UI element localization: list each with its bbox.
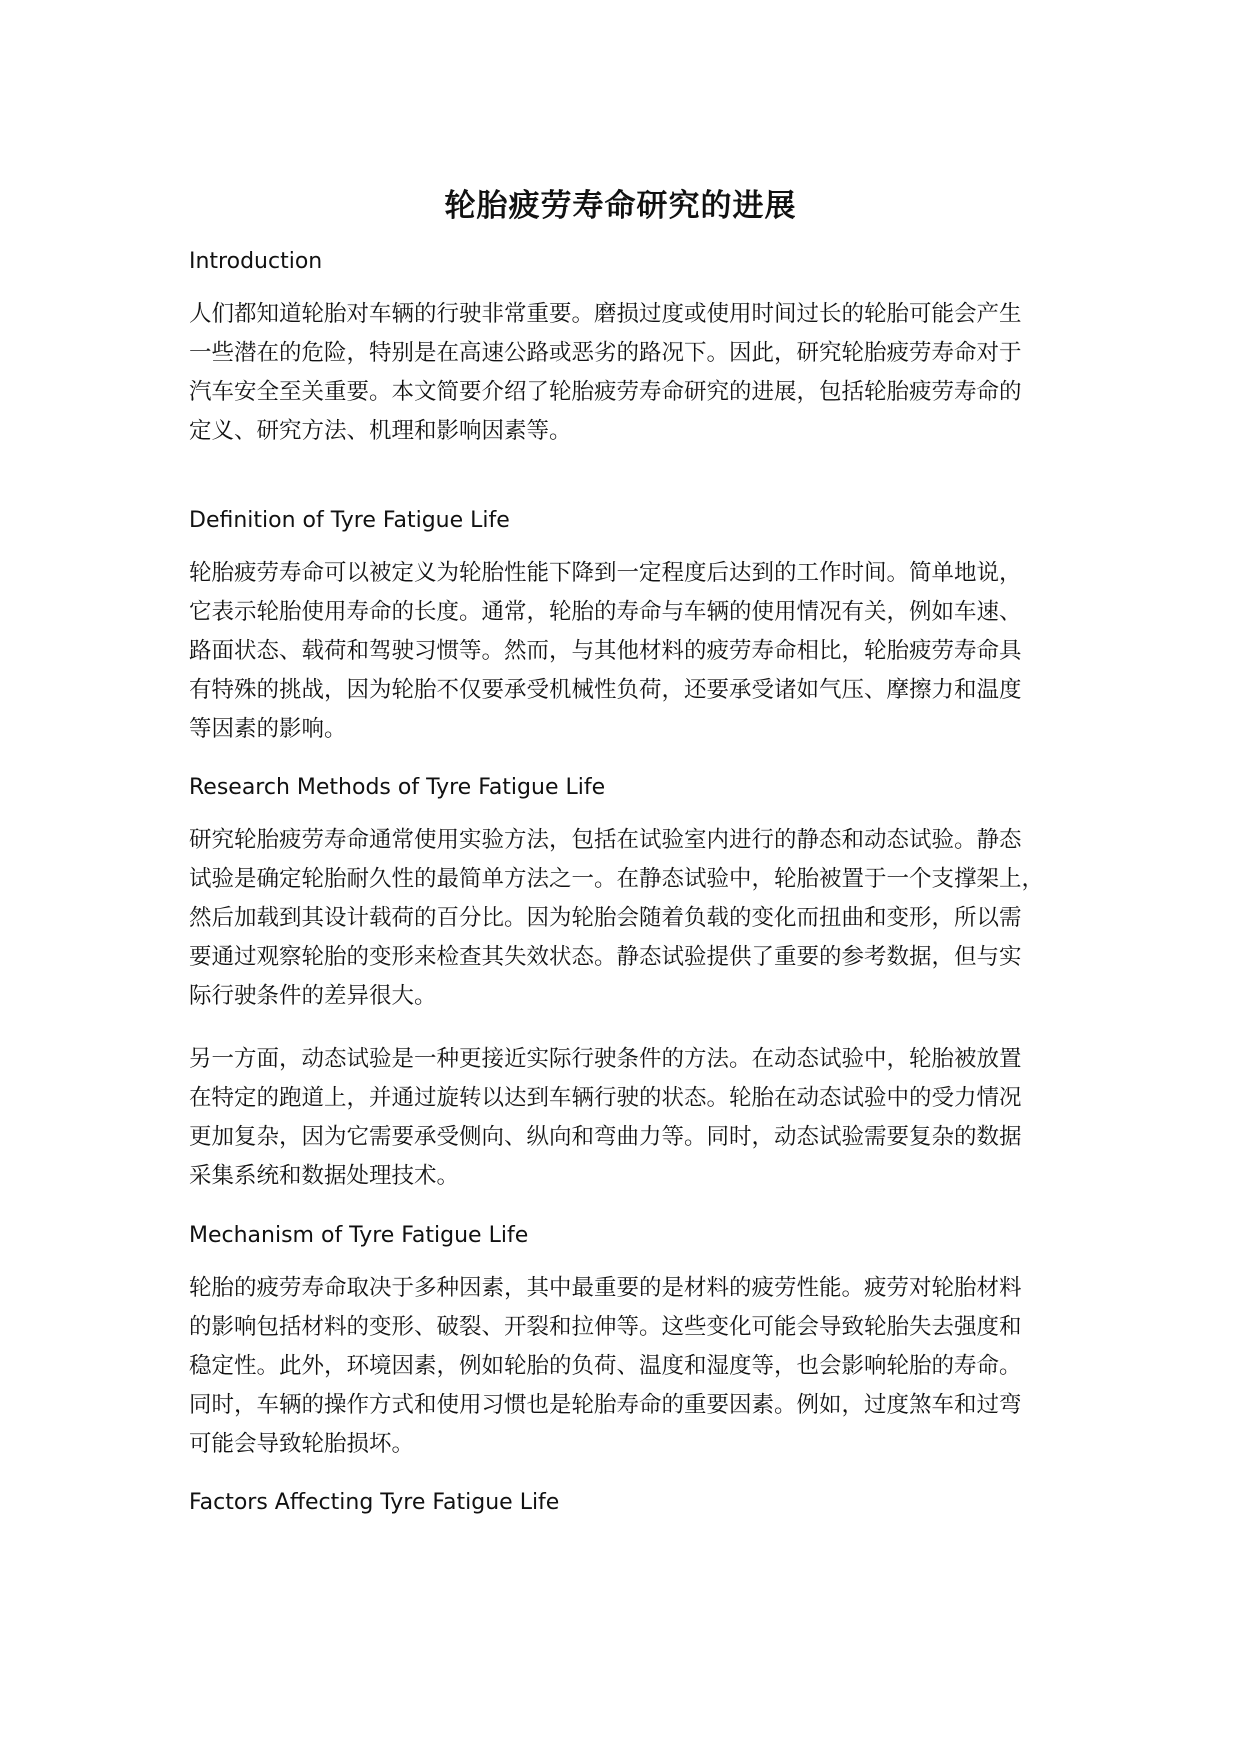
text-line: 定义、研究方法、机理和影响因素等。 bbox=[189, 418, 572, 444]
text-line: 在特定的跑道上，并通过旋转以达到车辆行驶的状态。轮胎在动态试验中的受力情况 bbox=[189, 1085, 1022, 1111]
text-line: 同时，车辆的操作方式和使用习惯也是轮胎寿命的重要因素。例如，过度煞车和过弯 bbox=[189, 1392, 1022, 1418]
text-line: 轮胎的疲劳寿命取决于多种因素，其中最重要的是材料的疲劳性能。疲劳对轮胎材料 bbox=[189, 1275, 1022, 1301]
text-line: 路面状态、载荷和驾驶习惯等。然而，与其他材料的疲劳寿命相比，轮胎疲劳寿命具 bbox=[189, 638, 1022, 664]
text-line: 更加复杂，因为它需要承受侧向、纵向和弯曲力等。同时，动态试验需要复杂的数据 bbox=[189, 1124, 1022, 1150]
text-line: 一些潜在的危险，特别是在高速公路或恶劣的路况下。因此，研究轮胎疲劳寿命对于 bbox=[189, 340, 1022, 366]
text-line: 的影响包括材料的变形、破裂、开裂和拉伸等。这些变化可能会导致轮胎失去强度和 bbox=[189, 1314, 1022, 1340]
paragraph-research-methods-1 bbox=[189, 821, 1089, 1016]
document-title: 轮胎疲劳寿命研究的进展 bbox=[444, 188, 797, 224]
text-line: 轮胎疲劳寿命可以被定义为轮胎性能下降到一定程度后达到的工作时间。简单地说， bbox=[189, 560, 1022, 586]
section-heading-factors: Factors Affecting Tyre Fatigue Life bbox=[189, 1490, 560, 1515]
paragraph-mechanism bbox=[189, 1269, 1089, 1464]
section-heading-definition: Definition of Tyre Fatigue Life bbox=[189, 508, 510, 533]
text-line: 试验是确定轮胎耐久性的最简单方法之一。在静态试验中，轮胎被置于一个支撑架上， bbox=[189, 866, 1045, 892]
paragraph-research-methods-2 bbox=[189, 1040, 1089, 1196]
paragraph-definition bbox=[189, 554, 1089, 749]
text-line: 稳定性。此外，环境因素，例如轮胎的负荷、温度和湿度等，也会影响轮胎的寿命。 bbox=[189, 1353, 1022, 1379]
text-line: 另一方面，动态试验是一种更接近实际行驶条件的方法。在动态试验中，轮胎被放置 bbox=[189, 1046, 1022, 1072]
text-line: 要通过观察轮胎的变形来检查其失效状态。静态试验提供了重要的参考数据，但与实 bbox=[189, 944, 1022, 970]
text-line: 研究轮胎疲劳寿命通常使用实验方法，包括在试验室内进行的静态和动态试验。静态 bbox=[189, 827, 1022, 853]
text-line: 采集系统和数据处理技术。 bbox=[189, 1163, 460, 1189]
text-line: 有特殊的挑战，因为轮胎不仅要承受机械性负荷，还要承受诸如气压、摩擦力和温度 bbox=[189, 677, 1022, 703]
text-line: 人们都知道轮胎对车辆的行驶非常重要。磨损过度或使用时间过长的轮胎可能会产生 bbox=[189, 301, 1022, 327]
text-line: 汽车安全至关重要。本文简要介绍了轮胎疲劳寿命研究的进展，包括轮胎疲劳寿命的 bbox=[189, 379, 1022, 405]
section-heading-mechanism: Mechanism of Tyre Fatigue Life bbox=[189, 1223, 529, 1248]
text-line: 它表示轮胎使用寿命的长度。通常，轮胎的寿命与车辆的使用情况有关，例如车速、 bbox=[189, 599, 1022, 625]
text-line: 等因素的影响。 bbox=[189, 716, 347, 742]
section-heading-introduction: Introduction bbox=[189, 249, 323, 274]
text-line: 可能会导致轮胎损坏。 bbox=[189, 1431, 415, 1457]
section-heading-research-methods: Research Methods of Tyre Fatigue Life bbox=[189, 775, 606, 800]
text-line: 然后加载到其设计载荷的百分比。因为轮胎会随着负载的变化而扭曲和变形，所以需 bbox=[189, 905, 1022, 931]
paragraph-introduction bbox=[189, 295, 1089, 451]
text-line: 际行驶条件的差异很大。 bbox=[189, 983, 437, 1009]
